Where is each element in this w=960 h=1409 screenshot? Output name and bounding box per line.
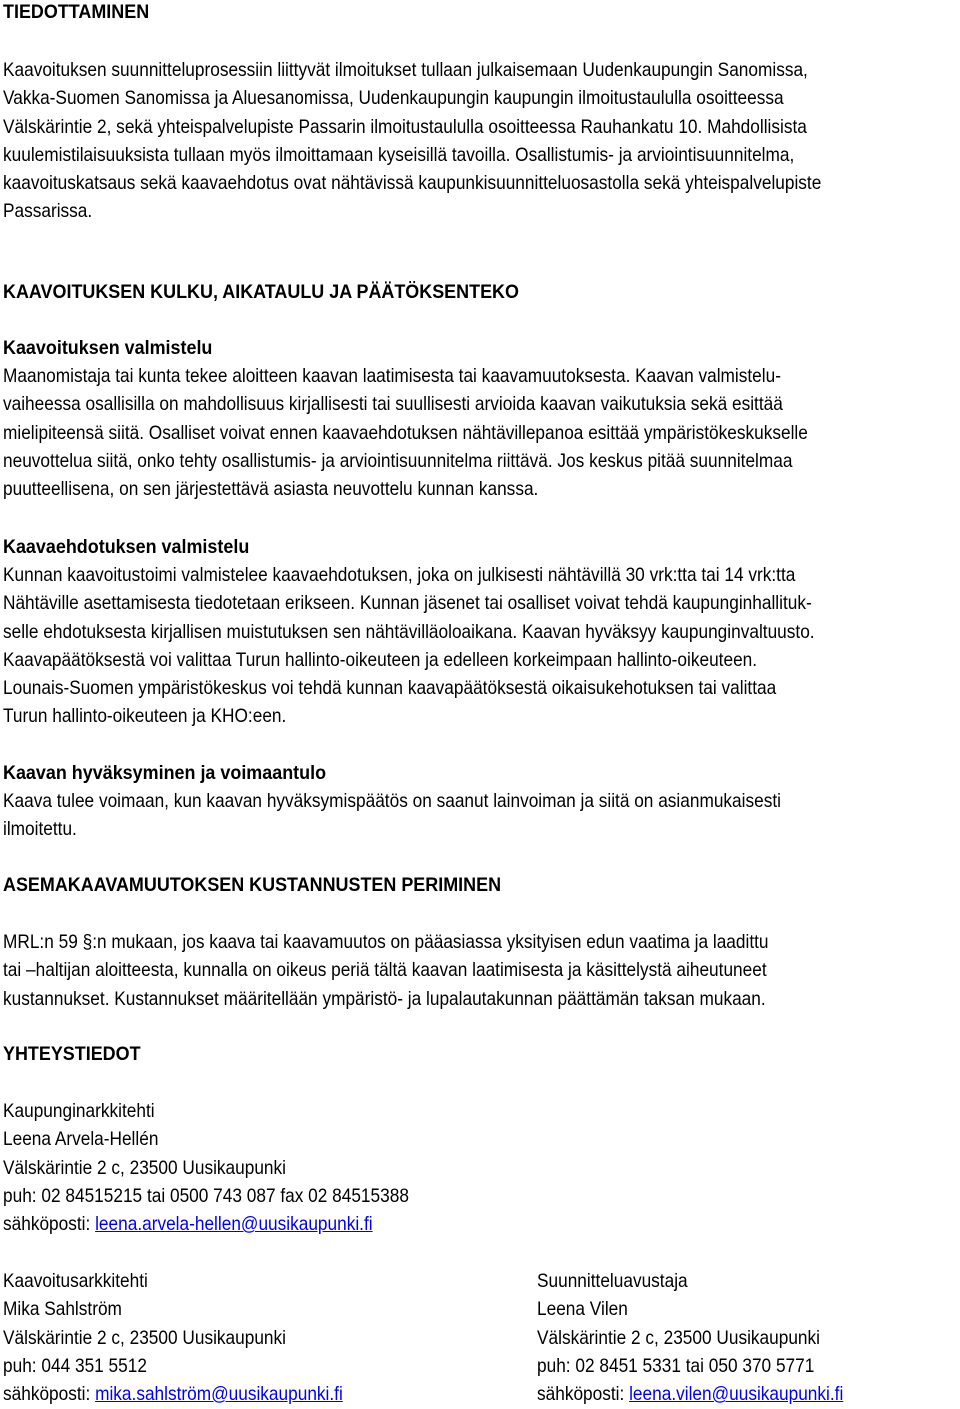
section-title-tiedottaminen: TIEDOTTAMINEN (3, 1, 150, 23)
paragraph-line: Turun hallinto-oikeuteen ja KHO:een. (3, 705, 287, 728)
subsection-title-hyvaksyminen: Kaavan hyväksyminen ja voimaantulo (3, 762, 327, 784)
email-prefix: sähköposti: (537, 1383, 630, 1406)
contact-email-line (3, 1210, 409, 1238)
paragraph-line: Kunnan kaavoitustoimi valmistelee kaavaehdotuksen, joka on julkisesti nähtävillä 30 vrk:tta tai 14 vrk:tta (3, 564, 796, 586)
paragraph-line: Välskärintie 2, sekä yhteispalvelupiste Passarin ilmoitustaululla osoitteessa Rauhankatu 10. Mahdollisista (3, 115, 807, 138)
paragraph-line: Maanomistaja tai kunta tekee aloitteen kaavan laatimisesta tai kaavamuutoksesta. Kaavan valmistelu- (3, 365, 781, 387)
contact-address: Välskärintie 2 c, 23500 Uusikaupunki (3, 1326, 287, 1349)
paragraph-line: Kaava tulee voimaan, kun kaavan hyväksymispäätös on saanut lainvoiman ja siitä on asianmukaisesti (3, 790, 781, 812)
paragraph-line: Kaavapäätöksestä voi valittaa Turun hallinto-oikeuteen ja edelleen korkeimpaan hallinto-oikeuteen. (3, 648, 758, 671)
tiedottaminen-paragraph (3, 56, 960, 226)
subsection-title-valmistelu: Kaavoituksen valmistelu (3, 337, 213, 359)
contact-name: Leena Vilen (537, 1298, 628, 1321)
contact-role: Suunnitteluavustaja (537, 1270, 688, 1292)
contact-role: Kaupunginarkkitehti (3, 1100, 155, 1122)
hyvaksyminen-paragraph (3, 787, 960, 844)
paragraph-line: mielipiteensä siitä. Osalliset voivat ennen kaavaehdotuksen nähtävillepanoa esittää ympäristökeskukselle (3, 421, 808, 444)
email-link[interactable]: mika.sahlström@uusikaupunki.fi (95, 1383, 343, 1406)
paragraph-line: kuulemistilaisuuksista tullaan myös ilmoittamaan kyseisillä tavoilla. Osallistumis- ja arviointisuunnitelma, (3, 143, 795, 166)
paragraph-line: Kaavoituksen suunnitteluprosessiin liittyvät ilmoitukset tullaan julkaisemaan Uudenkaupungin Sanomissa, (3, 59, 808, 81)
paragraph-line: Vakka-Suomen Sanomissa ja Aluesanomissa, Uudenkaupungin kaupungin ilmoitustaululla osoitteessa (3, 87, 784, 110)
contact-address: Välskärintie 2 c, 23500 Uusikaupunki (3, 1156, 287, 1179)
contact-email-line (537, 1380, 843, 1408)
contact-name: Leena Arvela-Hellén (3, 1128, 159, 1151)
section-title-kaavoituksen-kulku: KAAVOITUKSEN KULKU, AIKATAULU JA PÄÄTÖKSENTEKO (3, 281, 519, 303)
email-prefix: sähköposti: (3, 1383, 96, 1406)
contact-card (537, 1267, 883, 1408)
contact-role: Kaavoitusarkkitehti (3, 1270, 148, 1292)
paragraph-line: tai –haltijan aloitteesta, kunnalla on oikeus periä tältä kaavan laatimisesta ja käsittelystä aiheutuneet (3, 959, 767, 982)
contact-card (3, 1097, 462, 1238)
contact-phone: puh: 044 351 5512 (3, 1354, 147, 1377)
paragraph-line: Passarissa. (3, 200, 93, 223)
email-link[interactable]: leena.vilen@uusikaupunki.fi (629, 1383, 844, 1406)
paragraph-line: Nähtäville asettamisesta tiedotetaan erikseen. Kunnan jäsenet tai osalliset voivat tehdä kaupunginhallituk- (3, 592, 812, 615)
contact-address: Välskärintie 2 c, 23500 Uusikaupunki (537, 1326, 821, 1349)
paragraph-line: kustannukset. Kustannukset määritellään ympäristö- ja lupalautakunnan päättämän taksan mukaan. (3, 987, 766, 1010)
section-title-kustannukset: ASEMAKAAVAMUUTOKSEN KUSTANNUSTEN PERIMINEN (3, 874, 502, 896)
contact-email-line (3, 1380, 343, 1408)
email-link[interactable]: leena.arvela-hellen@uusikaupunki.fi (95, 1213, 373, 1236)
paragraph-line: Lounais-Suomen ympäristökeskus voi tehdä kunnan kaavapäätöksestä oikaisukehotuksen tai valittaa (3, 677, 777, 700)
paragraph-line: ilmoitettu. (3, 818, 77, 841)
paragraph-line: MRL:n 59 §:n mukaan, jos kaava tai kaavamuutos on pääasiassa yksityisen edun vaatima ja laadittu (3, 931, 769, 953)
paragraph-line: neuvottelua siitä, onko tehty osallistumis- ja arviointisuunnitelma riittävä. Jos keskus pitää suunnitelmaa (3, 449, 793, 472)
paragraph-line: puutteellisena, on sen järjestettävä asiasta neuvottelu kunnan kanssa. (3, 478, 539, 501)
valmistelu-paragraph (3, 362, 960, 503)
paragraph-line: kaavoituskatsaus sekä kaavaehdotus ovat nähtävissä kaupunkisuunnitteluosastolla sekä yhteispalvelupiste (3, 172, 822, 195)
paragraph-line: vaiheessa osallisilla on mahdollisuus kirjallisesti tai suullisesti arvioida kaavan vaikutuksia sekä esittää (3, 393, 783, 416)
contact-phone: puh: 02 84515215 tai 0500 743 087 fax 02 84515388 (3, 1184, 409, 1207)
email-prefix: sähköposti: (3, 1213, 96, 1236)
contact-phone: puh: 02 8451 5331 tai 050 370 5771 (537, 1354, 815, 1377)
paragraph-line: selle ehdotuksesta kirjallisen muistutuksen sen nähtävilläoloaikana. Kaavan hyväksyy kaupunginvaltuusto. (3, 620, 815, 643)
contact-card (3, 1267, 387, 1408)
subsection-title-ehdotus: Kaavaehdotuksen valmistelu (3, 536, 250, 558)
contact-name: Mika Sahlström (3, 1298, 122, 1321)
kustannukset-paragraph (3, 928, 960, 1013)
ehdotus-paragraph (3, 561, 960, 731)
section-title-yhteystiedot: YHTEYSTIEDOT (3, 1043, 141, 1065)
